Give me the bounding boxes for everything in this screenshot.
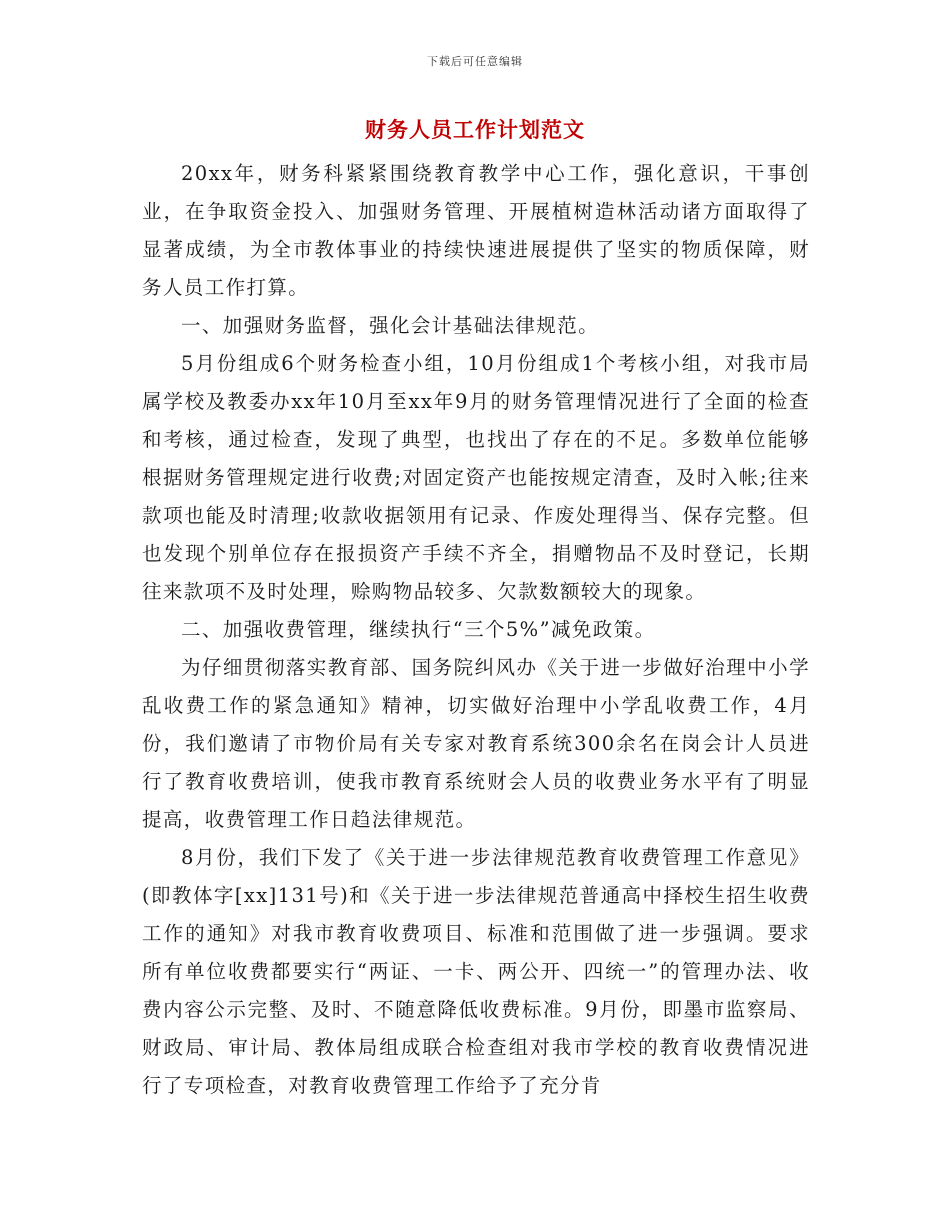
document-title: 财务人员工作计划范文 — [365, 117, 585, 142]
paragraph-heading-2: 二、加强收费管理，继续执行“三个5%”减免政策。 — [181, 618, 656, 641]
paragraph-fee-regulation: 8月份，我们下发了《关于进一步法律规范教育收费管理工作意见》(即教体字[xx]131号)和《关于进一步法律规范普通高中择校生招生收费工作的通知》对我市教育收费项目、标准和范围做了进一步强调。要求所有单位收费都要实行“两证、一卡、两公开、四统一”的管理办法、收费内容公示完整、及时、不随意降低收费标准。9月份，即墨市监察局、财政局、审计局、教体局组成联合检查组对我市学校的教育收费情况进行了专项检查，对教育收费管理工作给予了充分肯 — [142, 846, 810, 1097]
page-header-note: 下载后可任意编辑 — [427, 55, 523, 68]
paragraph-intro: 20xx年，财务科紧紧围绕教育教学中心工作，强化意识，干事创业，在争取资金投入、加强财务管理、开展植树造林活动诸方面取得了显著成绩，为全市教体事业的持续快速进展提供了坚实的物质保障，财务人员工作打算。 — [142, 162, 810, 299]
document-body — [142, 155, 810, 1105]
paragraph-fee-training: 为仔细贯彻落实教育部、国务院纠风办《关于进一步做好治理中小学乱收费工作的紧急通知》精神，切实做好治理中小学乱收费工作，4月份，我们邀请了市物价局有关专家对教育系统300余名在岗会计人员进行了教育收费培训，使我市教育系统财会人员的收费业务水平有了明显提高，收费管理工作日趋法律规范。 — [142, 656, 810, 831]
paragraph-financial-inspection: 5月份组成6个财务检查小组，10月份组成1个考核小组，对我市局属学校及教委办xx年10月至xx年9月的财务管理情况进行了全面的检查和考核，通过检查，发现了典型，也找出了存在的不足。多数单位能够根据财务管理规定进行收费;对固定资产也能按规定清查，及时入帐;往来款项也能及时清理;收款收据领用有记录、作废处理得当、保存完整。但也发现个别单位存在报损资产手续不齐全，捐赠物品不及时登记，长期往来款项不及时处理，赊购物品较多、欠款数额较大的现象。 — [142, 352, 810, 603]
paragraph-heading-1: 一、加强财务监督，强化会计基础法律规范。 — [181, 314, 600, 337]
